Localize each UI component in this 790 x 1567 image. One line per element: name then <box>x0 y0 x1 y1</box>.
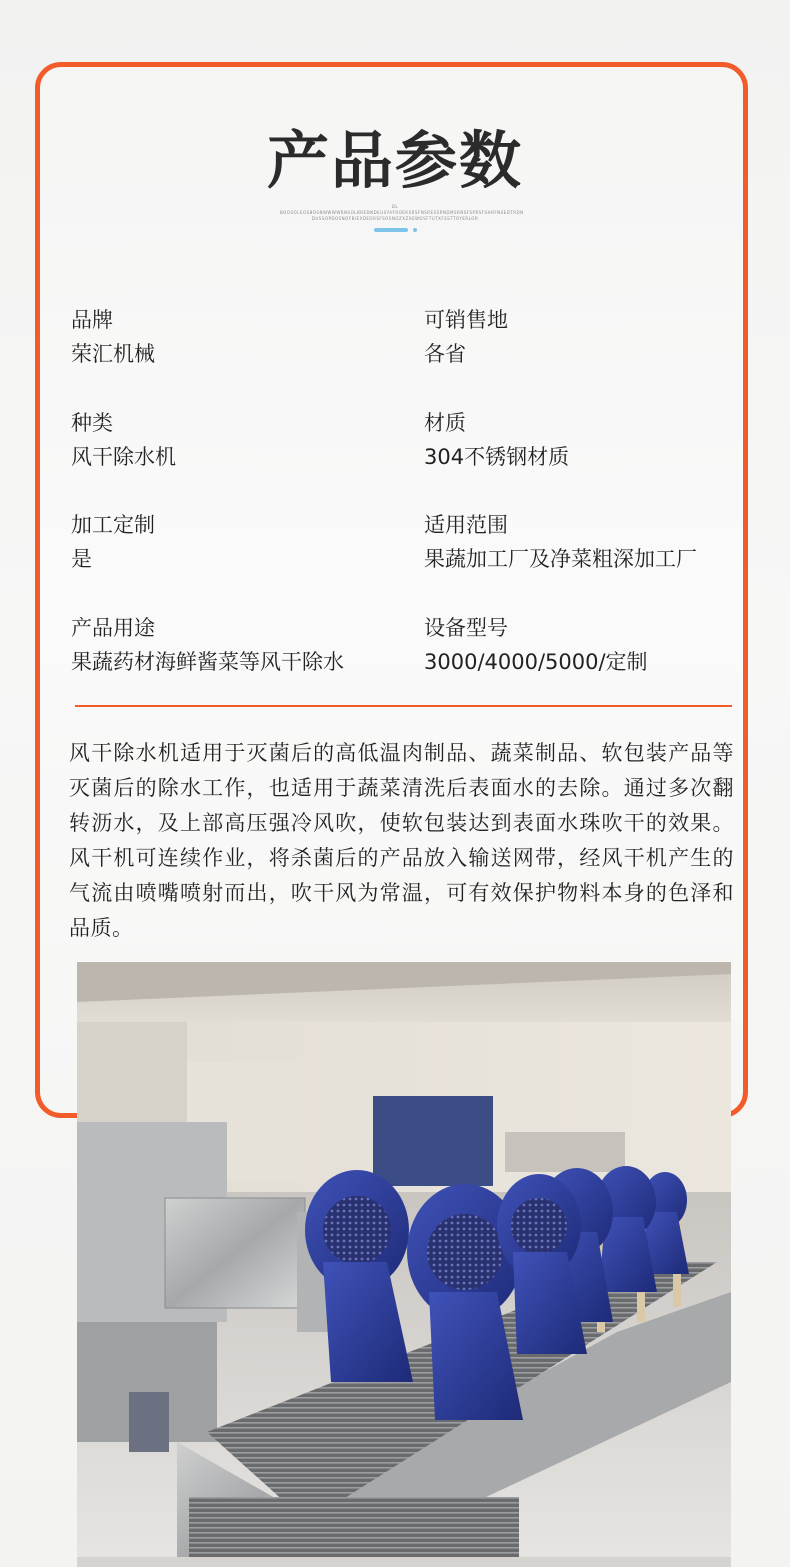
param-custom <box>71 510 155 574</box>
param-label: 种类 <box>71 411 113 435</box>
param-value: 3000/4000/5000/定制 <box>424 650 648 674</box>
param-material <box>424 408 569 472</box>
param-label: 设备型号 <box>424 616 508 640</box>
decoration-dot <box>413 228 417 232</box>
param-category <box>71 408 176 472</box>
param-value: 荣汇机械 <box>71 342 155 366</box>
product-photo <box>77 962 731 1567</box>
param-value: 各省 <box>424 342 466 366</box>
param-label: 品牌 <box>71 308 113 332</box>
param-value: 风干除水机 <box>71 445 176 469</box>
param-value: 果蔬药材海鲜酱菜等风干除水 <box>71 650 344 674</box>
decoration-bar <box>374 228 408 232</box>
param-brand <box>71 305 155 369</box>
param-value: 是 <box>71 547 92 571</box>
param-sales-area <box>424 305 508 369</box>
title-subtext: DL BOOSOLEOSBOSNWWWWRNSOLBREDNDEUSYAFROERSRSFNSRESSRNDMSRNSFSPRSFSHRFNSEDTRDN DUSSOPDOSNOFBIEXDEORSFSOSNOZXZXEWOSFTUTXFSSTTOYERLOR <box>280 204 524 221</box>
param-scope <box>424 510 697 574</box>
param-label: 适用范围 <box>424 513 508 537</box>
param-label: 材质 <box>424 411 466 435</box>
param-label: 加工定制 <box>71 513 155 537</box>
section-divider <box>75 705 732 707</box>
param-label: 可销售地 <box>424 308 508 332</box>
param-model <box>424 613 648 677</box>
param-label: 产品用途 <box>71 616 155 640</box>
param-value: 果蔬加工厂及净菜粗深加工厂 <box>424 547 697 571</box>
param-value: 304不锈钢材质 <box>424 445 570 469</box>
page-title: 产品参数 <box>266 124 523 197</box>
param-usage <box>71 613 344 677</box>
product-description: 风干除水机适用于灭菌后的高低温肉制品、蔬菜制品、软包装产品等灭菌后的除水工作，也适用于蔬菜清洗后表面水的去除。通过多次翻转沥水，及上部高压强冷风吹，使软包装达到表面水珠吹干的效果。风干机可连续作业，将杀菌后的产品放入输送网带，经风干机产生的气流由喷嘴喷射而出，吹干风为常温，可有效保护物料本身的色泽和品质。 <box>69 741 734 940</box>
